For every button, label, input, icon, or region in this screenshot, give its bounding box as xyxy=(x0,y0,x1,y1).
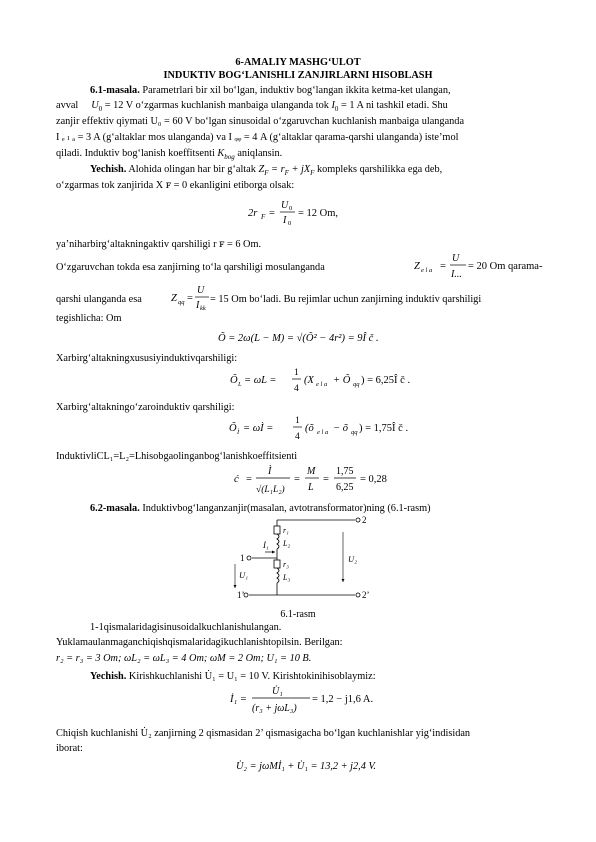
eq3-par1-sub: e l a xyxy=(316,381,328,388)
eq5-f1-num: Ì xyxy=(268,466,272,477)
eq5-f3-den: 6,25 xyxy=(336,482,354,493)
eq1-den: I xyxy=(283,215,287,226)
i0-sub: 0 xyxy=(334,105,339,114)
equation-i1 xyxy=(228,683,408,717)
p5-text: Xarbirg‘altakningxususiyinduktivqarshiligi: xyxy=(56,353,238,364)
eq1-num-sub: 0 xyxy=(289,205,293,212)
problem1-text5d: aniqlansin. xyxy=(234,148,283,159)
problem1-line5 xyxy=(56,147,282,164)
solution1-line2: o‘zgarmas tok zanjirida X ꜰ = 0 ekanligini etiborga olsak: xyxy=(56,180,295,191)
eq5-eq3: = xyxy=(323,474,329,485)
eq3-par1: (X xyxy=(304,375,314,386)
label-l2: L₂ xyxy=(283,539,291,548)
eq1-num: U xyxy=(281,200,289,211)
eq3-left-sub: L xyxy=(238,381,242,388)
problem1-line2 xyxy=(56,99,448,116)
problem2-text: Induktivbog‘langanzanjir(masalan, avtotransformator)ning (6.1-rasm) xyxy=(139,503,431,514)
rf-sub: F xyxy=(284,169,289,178)
label-i1: İ₁ xyxy=(263,540,269,550)
eq5-left: ć xyxy=(234,474,239,485)
problem1-line3: zanjir effektiv qiymati U₀ = 60 V bo‘lgan sinusoidal o‘zgaruvchan kuchlanish manbaiga ulanganda xyxy=(56,116,465,127)
zela-symbol: Z xyxy=(414,261,420,272)
equation-coupling xyxy=(232,462,422,498)
page-subtitle: INDUKTIV BOG‘LANISHLI ZANJIRLARNI HISOBLASH xyxy=(163,70,433,81)
k-sub: bog xyxy=(224,153,235,162)
zqq-num: U xyxy=(197,285,205,296)
zela-den: I... xyxy=(451,269,462,280)
figure-caption: 6.1-rasm xyxy=(280,609,316,620)
problem1-text2d: = 12 V o‘zgarmas kuchlanish manbaiga ulanganda tok xyxy=(102,100,332,111)
eq6-left: İ₁ = xyxy=(230,694,247,705)
p2-text: O‘zgaruvchan tokda esa zanjirning to‘la qarshiligi mosulanganda xyxy=(56,262,325,273)
label-2p: 2’ xyxy=(362,590,370,600)
label-1p: 1’ xyxy=(237,590,245,600)
eq3-left: Õ xyxy=(230,375,238,386)
eq4-end: ) = 1,75Î č . xyxy=(359,423,409,434)
solution2-line xyxy=(90,670,376,683)
zqq-symbol: Z xyxy=(171,293,177,304)
problem1-text2a: avval xyxy=(56,100,79,111)
rf-symbol: = r xyxy=(268,164,285,175)
eq3-par2-sub: qq xyxy=(353,381,360,388)
problem1-label: 6.1-masala. xyxy=(90,85,140,96)
eq5-f2-num: M xyxy=(307,466,316,477)
eq6-end: = 1,2 − j1,6 A. xyxy=(312,694,374,705)
p6-text: Xarbirg‘altakningo‘zaroinduktiv qarshiligi: xyxy=(56,402,235,413)
problem2-t3: Chiqish kuchlanishi U̇₂ zanjirning 2 qismasidan 2’ qismasigacha bo‘lgan kuchlanishlar yig‘indisidan xyxy=(56,728,471,739)
equation-xl xyxy=(228,364,428,396)
k-symbol: K xyxy=(217,148,225,159)
eq5-f3-num: 1,75 xyxy=(336,466,354,477)
solution1-label: Yechish. xyxy=(90,164,127,175)
eq4-mid: = ωÌ = xyxy=(243,423,274,434)
terminal-2p xyxy=(356,593,360,597)
eq4-left: Õ xyxy=(229,423,237,434)
eq5-f1-den: √(L₁L₂) xyxy=(256,485,285,495)
jxf-sub: F xyxy=(310,169,315,178)
jxf-symbol: + jX xyxy=(288,164,311,175)
resistor-r3 xyxy=(274,560,280,568)
inductor-l3 xyxy=(277,568,279,583)
equation-u2: U̇₂ = jωMİ₁ + U̇₁ = 13,2 + j2,4 V. xyxy=(236,761,376,772)
eq1-result: = 12 Om, xyxy=(298,208,339,219)
problem2-t4: iborat: xyxy=(56,743,83,754)
page-title: 6-AMALIY MASHG‘ULOT xyxy=(235,57,361,68)
zqq-equals: = xyxy=(187,293,193,304)
solution2-text: Kirishkuchlanishi U̇₁ = U₁ = 10 V. Kirishtokinihisoblaymiz: xyxy=(126,671,376,682)
equation-2rf xyxy=(240,196,360,228)
eq6-num: U̇₁ xyxy=(272,686,283,697)
eq1-equals: = xyxy=(269,208,275,219)
eq4-minus: − õ xyxy=(333,423,348,434)
terminal-1 xyxy=(247,556,251,560)
eq5-end: = 0,28 xyxy=(360,474,387,485)
eq1-left-sub: F xyxy=(261,213,266,221)
solution1-line1 xyxy=(90,163,442,180)
figure-6-1-circuit xyxy=(225,512,385,604)
label-r1: r₁ xyxy=(283,526,289,535)
terminal-1p xyxy=(244,593,248,597)
i0-symbol: I xyxy=(331,100,335,111)
solution2-label: Yechish. xyxy=(90,671,127,682)
problem1-line4: I ₑ ₗ ₐ = 3 A (g‘altaklar mos ulanganda) va I ᵩᵩ = 4 A (g‘altaklar qarama-qarshi ulanganda) iste’mol xyxy=(56,132,459,143)
eq5-eq2: = xyxy=(294,474,300,485)
zela-result: = 20 Om qarama- xyxy=(468,261,543,272)
resistor-r1 xyxy=(274,526,280,534)
eq6-den: (r₃ + jωL₃) xyxy=(252,703,297,714)
zf-sub: F xyxy=(264,169,269,178)
equation-zela xyxy=(412,249,552,281)
inductor-l2 xyxy=(277,534,279,549)
p4-text: tegishlicha: Om xyxy=(56,313,122,324)
p3-text-right: = 15 Om bo‘ladi. Bu rejimlar uchun zanjirning induktiv qarshiligi xyxy=(210,294,482,305)
problem1-line1 xyxy=(90,84,451,97)
result-rf: ya’niharbirg‘altakningaktiv qarshiligi r ꜰ = 6 Om. xyxy=(56,239,262,250)
label-l3: L₃ xyxy=(283,573,291,582)
solution1-text1a: Alohida olingan har bir g‘altak xyxy=(126,164,259,175)
zf-symbol: Z xyxy=(258,164,265,175)
zela-sub: e l a xyxy=(421,267,433,274)
zqq-sub: qq xyxy=(178,299,185,306)
eq4-frac-den: 4 xyxy=(295,432,300,442)
eq4-par2-sub: qq xyxy=(351,429,358,436)
zela-num: U xyxy=(452,253,460,264)
current-arrow-head xyxy=(272,551,275,554)
label-1: 1 xyxy=(240,553,245,563)
eq1-den-sub: 0 xyxy=(288,220,292,227)
problem2-given: r₂ = r₃ = 3 Om; ωL₂ = ωL₃ = 4 Om; ωM = 2 Om; U₁ = 10 B. xyxy=(56,653,312,664)
eq3-plus: + Õ xyxy=(333,375,351,386)
eq4-frac-num: 1 xyxy=(295,416,300,426)
eq4-par1-sub: e l a xyxy=(317,429,329,436)
problem2-label: 6.2-masala. xyxy=(90,503,140,514)
eq5-f2-den: L xyxy=(308,482,314,493)
equation-xqq xyxy=(216,325,416,347)
problem1-text1: Parametrlari bir xil bo‘lgan, induktiv bog‘langan ikkita ketma-ket ulangan, xyxy=(142,85,451,96)
zela-equals: = xyxy=(440,261,446,272)
zqq-den-sub: kk xyxy=(200,305,206,312)
label-2: 2 xyxy=(362,515,367,525)
equation-xm xyxy=(227,412,427,444)
problem2-t1: 1-1qismalaridagisinusoidalkuchlanishulangan. xyxy=(90,622,282,633)
u1-arrow-head xyxy=(234,585,237,588)
problem1-text2g: = 1 A ni tashkil etadi. Shu xyxy=(338,100,448,111)
solution1-text1h: kompleks qarshilikka ega deb, xyxy=(314,164,443,175)
u2-arrow-head xyxy=(342,579,345,582)
p7-text: InduktivliCL₁=L₂=Lhisobgaolinganbog‘lanishkoeffitsienti xyxy=(56,451,298,462)
label-u2: U₂ xyxy=(348,554,358,564)
eq3-frac-den: 4 xyxy=(294,384,299,394)
eq3-end: ) = 6,25Î č . xyxy=(361,375,411,386)
eq1-left: 2r xyxy=(248,208,258,219)
eq2-text: Õ = 2ω(L − M) = √(Õ² − 4r²) = 9Î č . xyxy=(218,333,379,344)
label-u1: U₁ xyxy=(239,570,249,580)
zqq-den: I xyxy=(196,300,200,311)
equation-zqq xyxy=(169,281,209,313)
eq5-eq1: = xyxy=(246,474,252,485)
p3-text-left: qarshi ulanganda esa xyxy=(56,294,142,305)
eq3-frac-num: 1 xyxy=(294,368,299,378)
eq4-left-sub: Ì xyxy=(237,429,240,436)
problem2-t2: Yuklamaulanmaganchiqishqismalaridagikuchlanishtopilsin. Berilgan: xyxy=(56,637,343,648)
u0-sub: 0 xyxy=(98,105,103,114)
label-r3: r₃ xyxy=(283,560,289,569)
eq3-mid: = ωL = xyxy=(244,375,277,386)
eq4-par1: (õ xyxy=(305,423,314,434)
problem1-text5a: qiladi. Induktiv bog‘lanish koeffitsenti xyxy=(56,148,218,159)
u0-symbol: U xyxy=(91,100,99,111)
terminal-2 xyxy=(356,518,360,522)
